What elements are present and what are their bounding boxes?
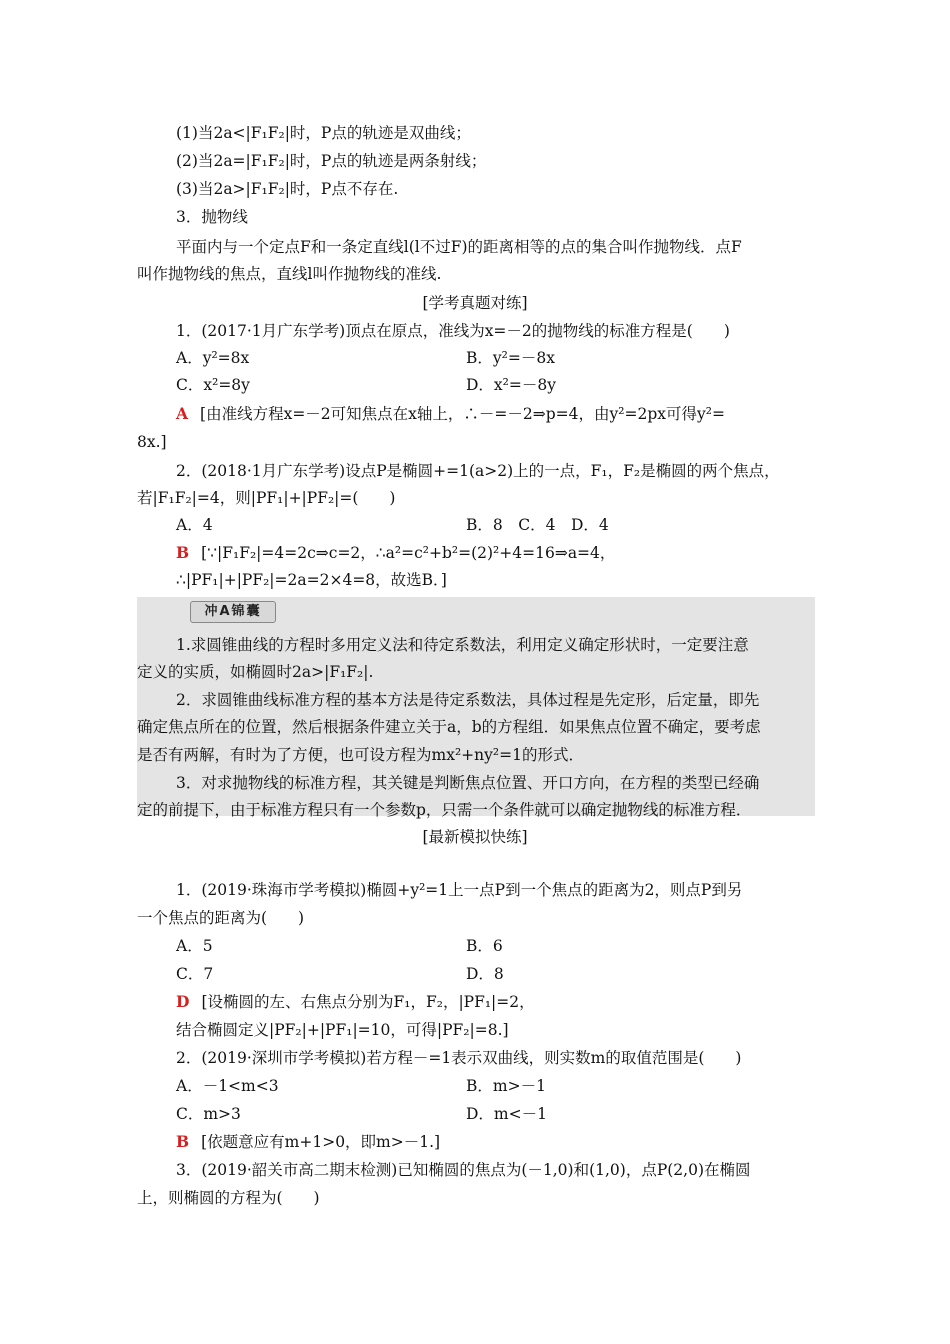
- tip-1-cont: 定义的实质，如椭圆时2a>|F₁F₂|.: [137, 663, 374, 681]
- exam-question-1: 1．(2017·1月广东学考)顶点在原点，准线为x=－2的抛物线的标准方程是( ): [176, 322, 730, 340]
- mock-q1-option-a: A．5: [176, 937, 213, 955]
- mock-q1-option-b: B．6: [466, 937, 503, 955]
- exam-q2-explanation-text: [∵|F₁F₂|=4=2c⇒c=2，∴a²=c²+b²=(2)²+4=16⇒a=4，: [201, 544, 616, 562]
- exam-q1-explanation-cont: 8x.]: [137, 433, 167, 451]
- exam-q2-option-a: A．4: [176, 516, 213, 534]
- mock-q1-explanation-text: [设椭圆的左、右焦点分别为F₁，F₂，|PF₁|=2，: [201, 993, 535, 1011]
- exam-q2-explanation-cont: ∴|PF₁|+|PF₂|=2a=2×4=8，故选B．]: [176, 571, 447, 589]
- mock-q2-explanation-text: [依题意应有m+1>0，即m>－1.]: [201, 1133, 441, 1151]
- mock-q1-option-d: D．8: [466, 965, 504, 983]
- exam-section-title: [学考真题对练]: [422, 294, 528, 312]
- exam-q2-explanation: [176, 542, 615, 564]
- mock-q2-option-b: B．m>－1: [466, 1077, 546, 1095]
- mock-q2-option-a: A．－1<m<3: [176, 1077, 279, 1095]
- exam-q1-option-b: B．y²=－8x: [466, 349, 555, 367]
- mock-q1-option-c: C．7: [176, 965, 214, 983]
- exam-question-2: 2．(2018·1月广东学考)设点P是椭圆+=1(a>2)上的一点，F₁，F₂是椭圆的两个焦点，: [176, 462, 780, 480]
- mock-question-2: 2．(2019·深圳市学考模拟)若方程－=1表示双曲线，则实数m的取值范围是( ): [176, 1049, 742, 1067]
- mock-q1-explanation-cont: 结合椭圆定义|PF₂|+|PF₁|=10，可得|PF₂|=8.]: [176, 1021, 509, 1039]
- mock-section-title: [最新模拟快练]: [422, 828, 528, 846]
- mock-q1-explanation: [176, 991, 535, 1013]
- exam-q1-answer: A: [176, 404, 189, 423]
- exam-q1-option-a: A．y²=8x: [176, 349, 250, 367]
- exam-q1-explanation-text: [由准线方程x=－2可知焦点在x轴上，∴－=－2⇒p=4，由y²=2px可得y²=: [200, 405, 725, 423]
- hyperbola-case-2: (2)当2a=|F₁F₂|时，P点的轨迹是两条射线；: [176, 152, 487, 170]
- tips-badge: 冲A锦囊: [190, 601, 276, 623]
- tip-1: 1.求圆锥曲线的方程时多用定义法和待定系数法，利用定义确定形状时，一定要注意: [176, 636, 749, 654]
- mock-question-1: 1．(2019·珠海市学考模拟)椭圆+y²=1上一点P到一个焦点的距离为2，则点P到另: [176, 881, 743, 899]
- mock-q2-option-c: C．m>3: [176, 1105, 241, 1123]
- mock-q1-answer: D: [176, 992, 190, 1011]
- tip-2: 2．求圆锥曲线标准方程的基本方法是待定系数法，具体过程是先定形，后定量，即先: [176, 691, 760, 709]
- parabola-definition-line-2: 叫作抛物线的焦点，直线l叫作抛物线的准线.: [137, 265, 442, 283]
- mock-question-1-cont: 一个焦点的距离为( ): [137, 909, 305, 927]
- parabola-definition-line-1: 平面内与一个定点F和一条定直线l(l不过F)的距离相等的点的集合叫作抛物线．点F: [176, 238, 742, 256]
- mock-q2-answer: B: [176, 1132, 190, 1151]
- exam-q1-option-c: C．x²=8y: [176, 376, 250, 394]
- tip-2-cont: 确定焦点所在的位置，然后根据条件建立关于a，b的方程组．如果焦点位置不确定，要考虑: [137, 718, 761, 736]
- mock-question-3-cont: 上，则椭圆的方程为( ): [137, 1189, 320, 1207]
- exam-q1-explanation: [176, 403, 725, 425]
- hyperbola-case-3: (3)当2a>|F₁F₂|时，P点不存在.: [176, 180, 399, 198]
- tip-3: 3．对求抛物线的标准方程，其关键是判断焦点位置、开口方向，在方程的类型已经确: [176, 774, 760, 792]
- exam-q1-option-d: D．x²=－8y: [466, 376, 556, 394]
- mock-question-3: 3．(2019·韶关市高二期末检测)已知椭圆的焦点为(－1,0)和(1,0)，点P(2,0)在椭圆: [176, 1161, 751, 1179]
- tip-3-cont: 定的前提下，由于标准方程只有一个参数p，只需一个条件就可以确定抛物线的标准方程．: [137, 801, 752, 819]
- exam-q2-options-bcd: B．8 C．4 D．4: [466, 516, 609, 534]
- mock-q2-explanation: [176, 1131, 440, 1153]
- mock-q2-option-d: D．m<－1: [466, 1105, 547, 1123]
- parabola-heading: 3．抛物线: [176, 208, 248, 226]
- exam-q2-answer: B: [176, 543, 190, 562]
- exam-question-2-cont: 若|F₁F₂|=4，则|PF₁|+|PF₂|=( ): [137, 489, 396, 507]
- tip-2-cont-2: 是否有两解，有时为了方便，也可设方程为mx²+ny²=1的形式．: [137, 746, 584, 764]
- hyperbola-case-1: (1)当2a<|F₁F₂|时，P点的轨迹是双曲线；: [176, 124, 471, 142]
